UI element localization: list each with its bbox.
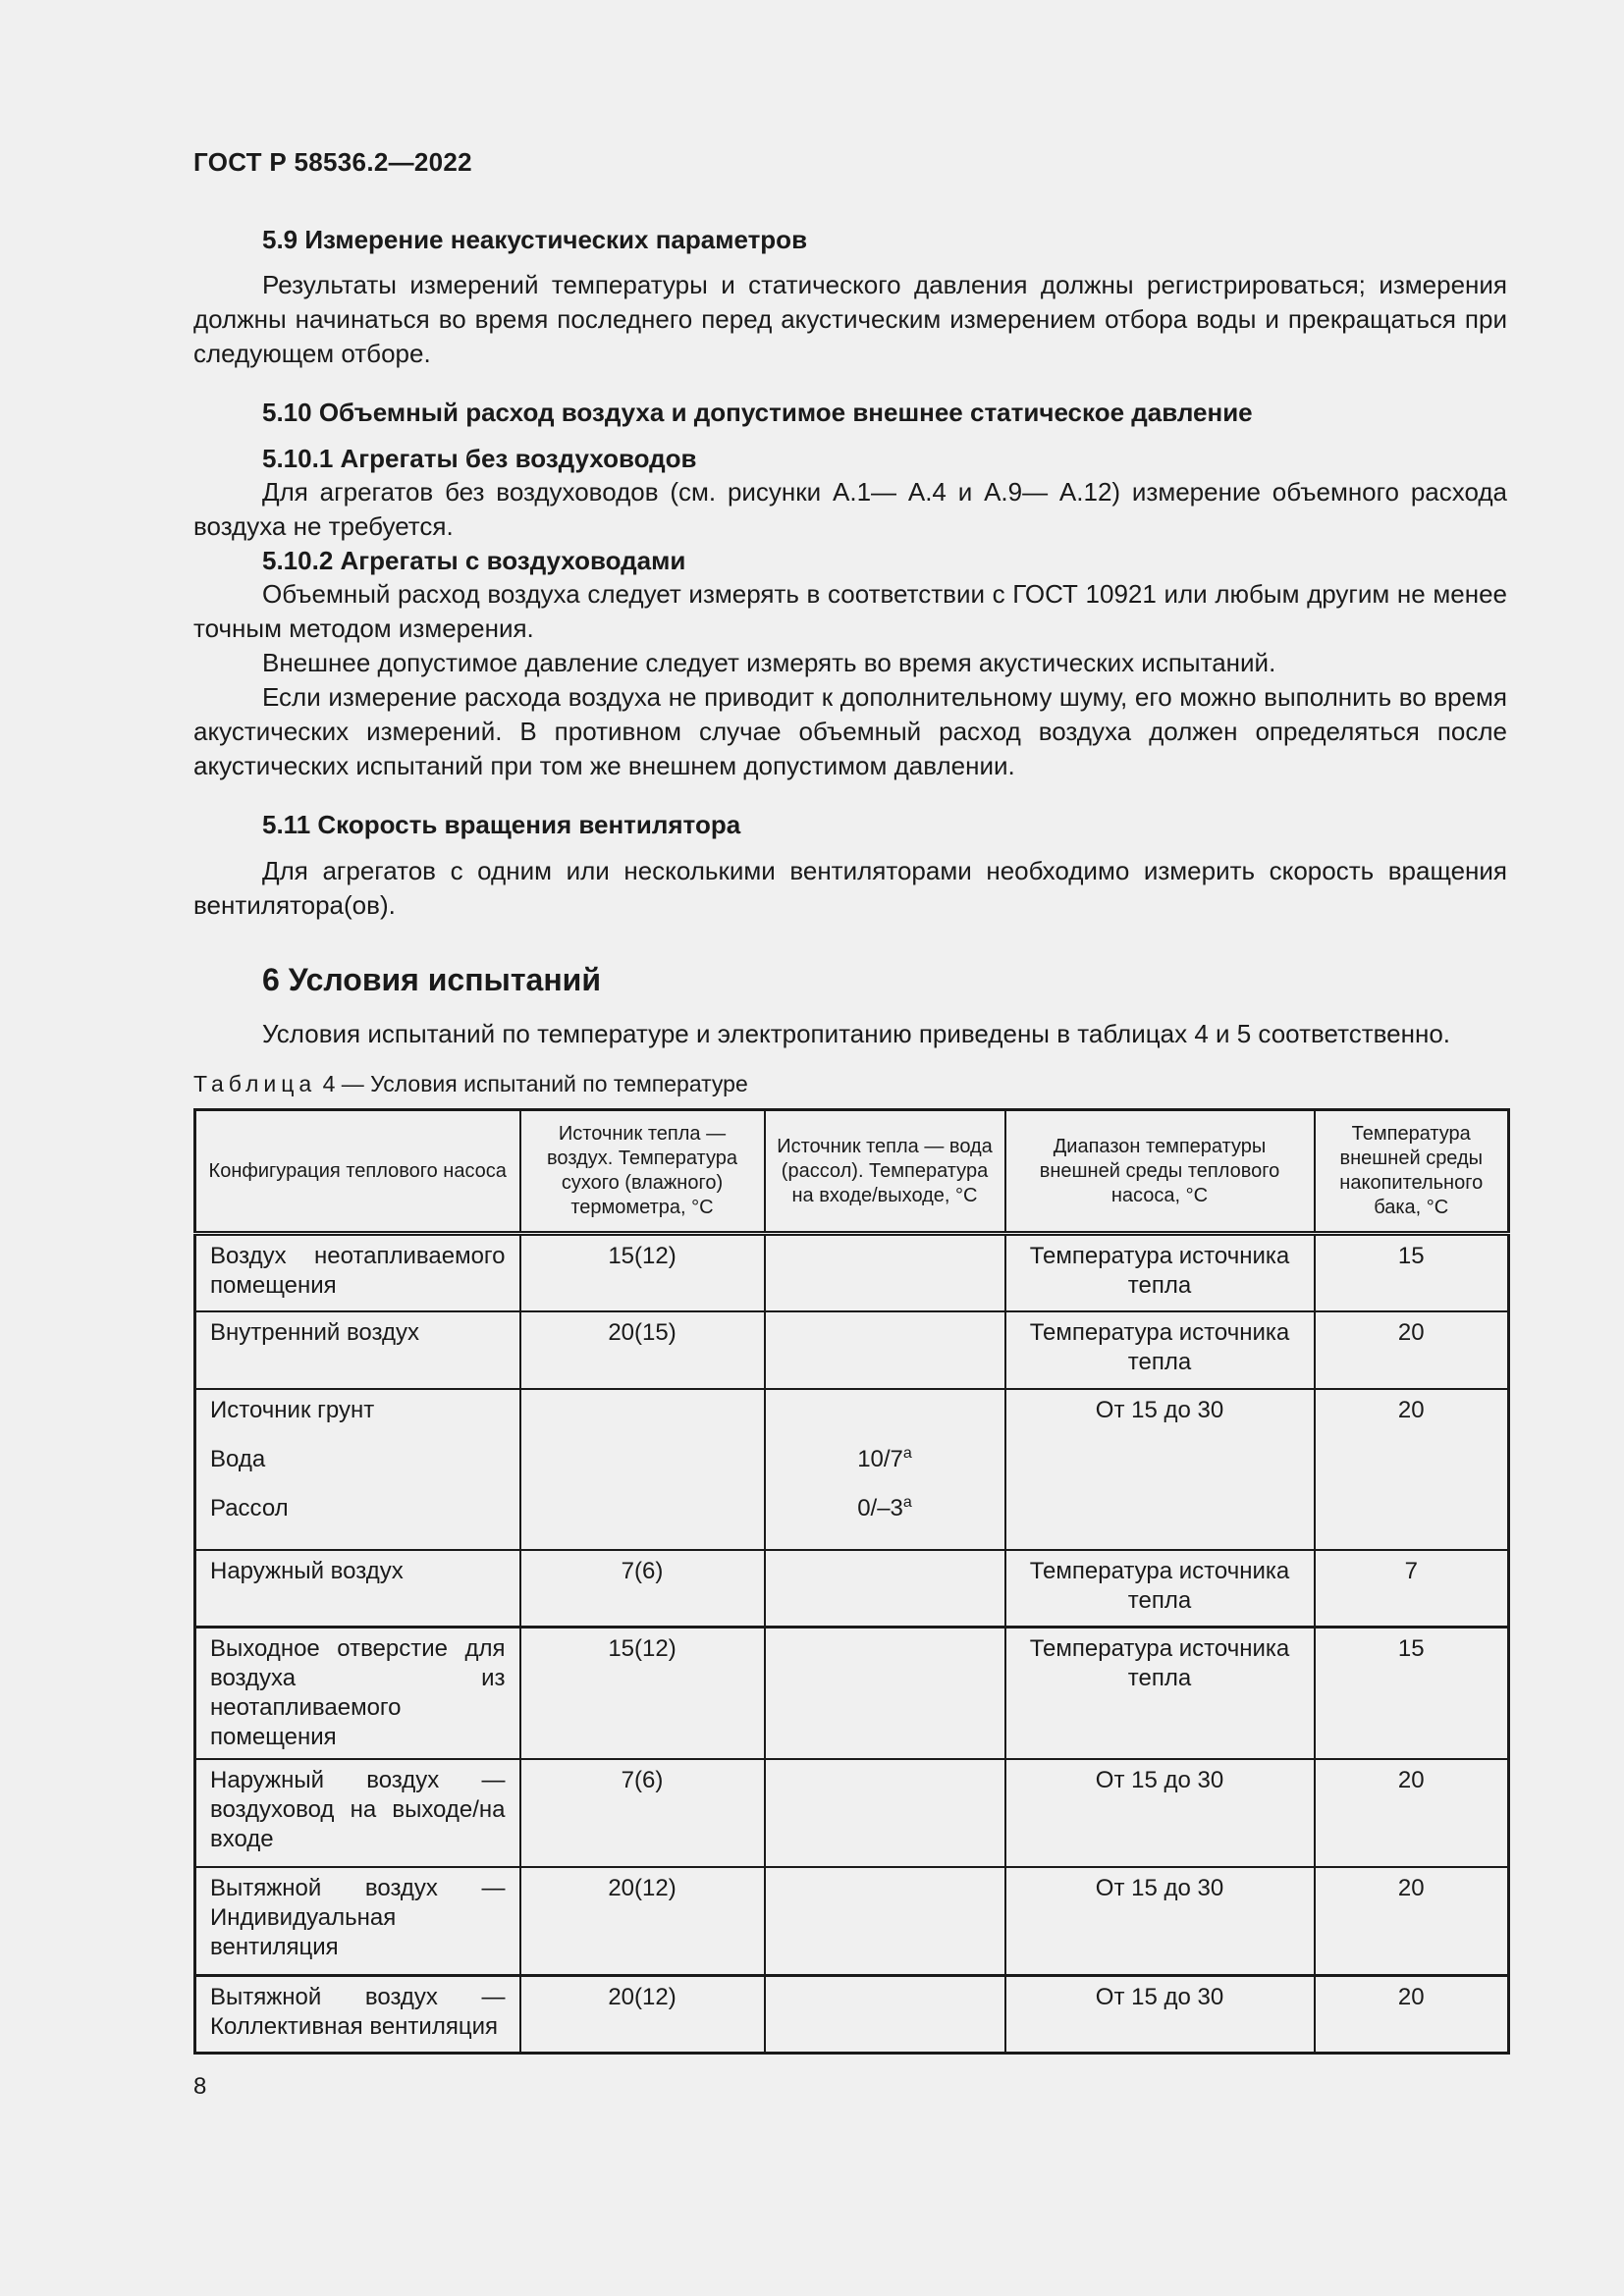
table-row [195, 1628, 1509, 1760]
cell-tank-temp: 20 [1315, 1867, 1509, 1975]
section-5-10-2-paragraph-3: Если измерение расхода воздуха не приводит к дополнительному шуму, его можно выполнить во время акустических измерений. В противном случае объемный расход воздуха должен определяться после акустических испытаний при том же внешнем допустимом давлении. [193, 682, 1507, 780]
cell-water-temp [765, 1975, 1005, 2053]
cell-ambient-range: Температура источника тепла [1005, 1628, 1315, 1760]
section-5-10-1-paragraph: Для агрегатов без воздуховодов (см. рисунки А.1— А.4 и А.9— А.12) измерение объемного расхода воздуха не требуется. [193, 477, 1507, 541]
cell-ambient-range: От 15 до 30 [1005, 1975, 1315, 2053]
section-5-10-1-title: 5.10.1 Агрегаты без воздуховодов [262, 444, 697, 473]
water-temp-value [780, 1445, 991, 1494]
section-5-11-title: 5.11 Скорость вращения вентилятора [262, 810, 741, 839]
section-5-9-paragraph: Результаты измерений температуры и статического давления должны регистрироваться; измерения должны начинаться во время последнего перед акустическим измерением отбора воды и прекращаться при следующем отборе. [193, 270, 1507, 368]
cell-configuration: Вытяжной воздух — Коллективная вентиляция [195, 1975, 520, 2053]
cell-ambient-range: От 15 до 30 [1005, 1759, 1315, 1867]
table-row [195, 1867, 1509, 1975]
cell-air-temp: 7(6) [520, 1759, 765, 1867]
cell-tank-temp: 15 [1315, 1628, 1509, 1760]
page-content [193, 223, 1507, 2055]
cell-tank-temp: 20 [1315, 1759, 1509, 1867]
water-label: Вода [210, 1445, 266, 1472]
cell-air-temp: 20(12) [520, 1867, 765, 1975]
cell-ambient-range: Температура источника тепла [1005, 1311, 1315, 1389]
brine-temp-value [780, 1494, 991, 1543]
cell-air-temp [520, 1389, 765, 1550]
cell-configuration: Вытяжной воздух — Индивидуальная вентиляция [195, 1867, 520, 1975]
cell-configuration: Воздух неотапливаемого помещения [195, 1234, 520, 1311]
cell-water-temp [765, 1759, 1005, 1867]
brine-value-text: 0/–3 [857, 1494, 903, 1522]
cell-configuration: Выходное отверстие для воздуха из неотапливаемого помещения [195, 1628, 520, 1760]
cell-tank-temp: 20 [1315, 1975, 1509, 2053]
cell-water-temp [765, 1867, 1005, 1975]
cell-air-temp: 15(12) [520, 1628, 765, 1760]
cell-air-temp: 7(6) [520, 1550, 765, 1628]
table-4-caption [193, 1069, 1507, 1098]
table-caption-text: 4 — Условия испытаний по температуре [322, 1071, 748, 1096]
section-5-10-2-paragraph-2: Внешнее допустимое давление следует измерять во время акустических испытаний. [262, 648, 1276, 677]
table-row [195, 1311, 1509, 1389]
page-number: 8 [193, 2073, 207, 2100]
table-row-ground-source [195, 1389, 1509, 1550]
cell-water-temp [765, 1550, 1005, 1628]
footnote-mark-a: a [902, 1444, 912, 1462]
section-5-11-paragraph: Для агрегатов с одним или несколькими вентиляторами необходимо измерить скорость вращения вентилятора(ов). [193, 856, 1507, 920]
footnote-mark-a: a [902, 1493, 912, 1511]
cell-tank-temp: 20 [1315, 1311, 1509, 1389]
cell-air-temp: 20(15) [520, 1311, 765, 1389]
brine-label: Рассол [210, 1494, 289, 1522]
cell-ambient-range: От 15 до 30 [1005, 1389, 1315, 1550]
header-water-source: Источник тепла — вода (рассол). Температура на входе/выходе, °С [765, 1110, 1005, 1234]
cell-tank-temp: 20 [1315, 1389, 1509, 1550]
cell-air-temp: 20(12) [520, 1975, 765, 2053]
section-5-9-title: 5.9 Измерение неакустических параметров [262, 225, 808, 254]
table-row [195, 1759, 1509, 1867]
cell-configuration: Внутренний воздух [195, 1311, 520, 1389]
cell-tank-temp: 15 [1315, 1234, 1509, 1311]
cell-ambient-range: Температура источника тепла [1005, 1550, 1315, 1628]
section-5-10-2-title: 5.10.2 Агрегаты с воздуховодами [262, 546, 686, 575]
cell-air-temp: 15(12) [520, 1234, 765, 1311]
table-row [195, 1550, 1509, 1628]
document-id-header: ГОСТ Р 58536.2—2022 [193, 147, 472, 177]
table-caption-label: Таблица [193, 1071, 317, 1096]
cell-water-temp [765, 1234, 1005, 1311]
header-ambient-range: Диапазон температуры внешней среды теплового насоса, °С [1005, 1110, 1315, 1234]
cell-ambient-range: Температура источника тепла [1005, 1234, 1315, 1311]
section-5-10-2-paragraph-1: Объемный расход воздуха следует измерять в соответствии с ГОСТ 10921 или любым другим не менее точным методом измерения. [193, 579, 1507, 643]
header-air-source: Источник тепла — воздух. Температура сухого (влажного) термометра, °С [520, 1110, 765, 1234]
table-4 [193, 1108, 1510, 2055]
header-configuration: Конфигурация теплового насоса [195, 1110, 520, 1234]
ground-source-label: Источник грунт [210, 1396, 375, 1423]
header-tank-temperature: Температура внешней среды накопительного бака, °С [1315, 1110, 1509, 1234]
section-6-title: 6 Условия испытаний [262, 962, 601, 997]
table-row [195, 1234, 1509, 1311]
cell-configuration [195, 1389, 520, 1550]
cell-ambient-range: От 15 до 30 [1005, 1867, 1315, 1975]
cell-water-temp [765, 1389, 1005, 1550]
cell-configuration: Наружный воздух [195, 1550, 520, 1628]
section-6-paragraph: Условия испытаний по температуре и электропитанию приведены в таблицах 4 и 5 соответственно. [262, 1019, 1451, 1048]
cell-water-temp [765, 1628, 1005, 1760]
table-header-row [195, 1110, 1509, 1234]
section-5-10-title: 5.10 Объемный расход воздуха и допустимое внешнее статическое давление [262, 398, 1253, 427]
cell-water-temp [765, 1311, 1005, 1389]
cell-tank-temp: 7 [1315, 1550, 1509, 1628]
cell-configuration: Наружный воздух — воздуховод на выходе/на входе [195, 1759, 520, 1867]
water-value-text: 10/7 [857, 1445, 903, 1472]
table-row [195, 1975, 1509, 2053]
